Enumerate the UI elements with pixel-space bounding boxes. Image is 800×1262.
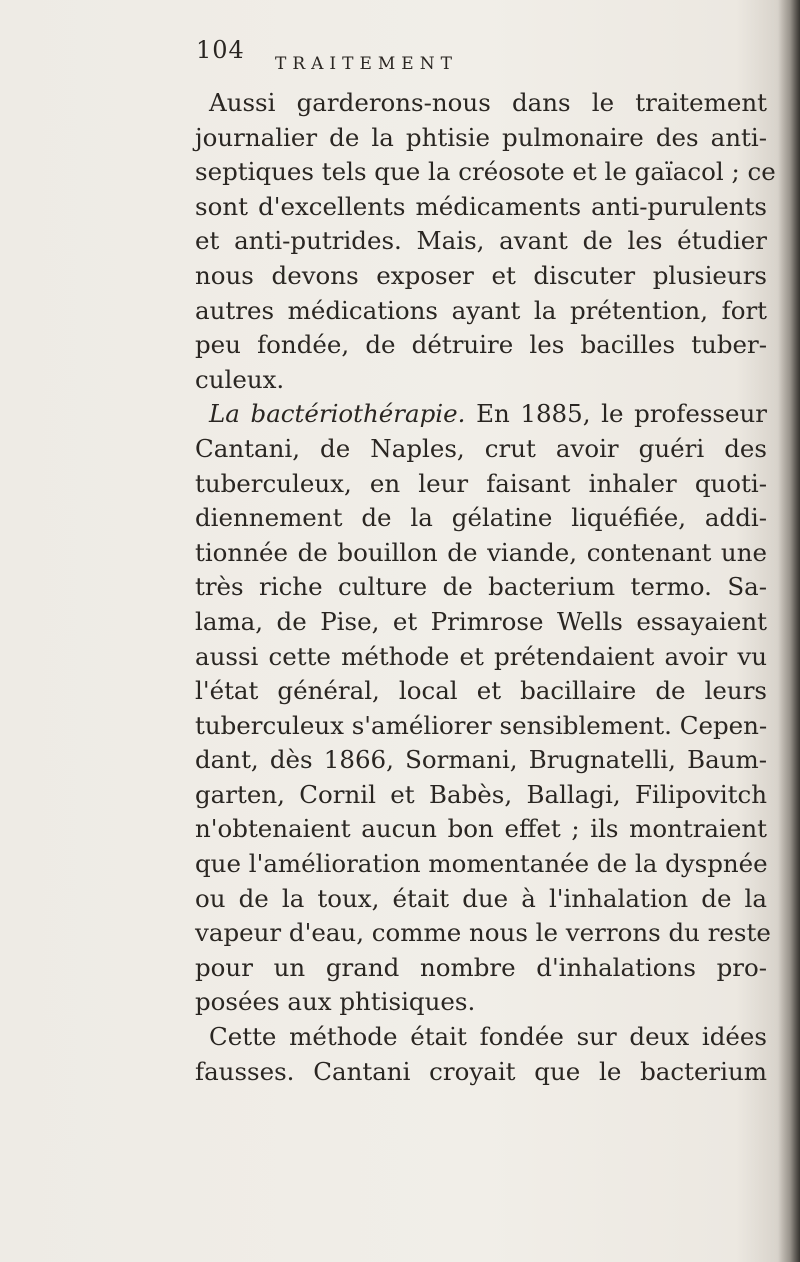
text-line: n'obtenaient aucun bon effet ; ils montraient [195, 814, 767, 844]
text-line: tuberculeux s'améliorer sensiblement. Cepen- [195, 710, 768, 740]
text-line: peu fondée, de détruire les bacilles tuber- [195, 330, 767, 360]
text-line: autres médications ayant la prétention, fort [195, 295, 767, 325]
text-line: diennement de la gélatine liquéfiée, addi- [195, 503, 767, 533]
text-line: et anti-putrides. Mais, avant de les étudier [195, 226, 767, 256]
text-line: culeux. [195, 364, 285, 394]
running-head: TRAITEMENT [275, 54, 458, 74]
text-line: que l'amélioration momentanée de la dyspnée [195, 849, 768, 879]
text-line: journalier de la phtisie pulmonaire des anti- [195, 122, 767, 152]
page-number: 104 [196, 36, 245, 64]
section-heading: La bactériothérapie. [209, 399, 466, 429]
text-line: fausses. Cantani croyait que le bacterium [195, 1056, 767, 1086]
body-text [195, 86, 776, 1089]
section-paragraph-first-line [195, 397, 767, 432]
text-line: Aussi garderons-nous dans le traitement [209, 88, 767, 117]
page-edge-shadow [778, 0, 800, 1262]
text-line: posées aux phtisiques. [195, 987, 476, 1017]
text-line: lama, de Pise, et Primrose Wells essayaient [195, 606, 767, 636]
text-line: nous devons exposer et discuter plusieurs [195, 260, 767, 290]
text-line: très riche culture de bacterium termo. Sa- [195, 572, 767, 602]
text-line-rest: En 1885, le professeur [476, 399, 767, 429]
text-line: vapeur d'eau, comme nous le verrons du reste [195, 918, 771, 948]
text-line: Cette méthode était fondée sur deux idées [209, 1022, 767, 1052]
text-line: sont d'excellents médicaments anti-purulents [195, 191, 767, 221]
text-line: tionnée de bouillon de viande, contenant une [195, 537, 767, 567]
text-line: l'état général, local et bacillaire de leurs [195, 676, 767, 706]
text-line: septiques tels que la créosote et le gaïacol ; ce [195, 157, 776, 187]
text-line: garten, Cornil et Babès, Ballagi, Filipovitch [195, 779, 767, 809]
text-line: Cantani, de Naples, crut avoir guéri des [195, 433, 767, 463]
text-line: aussi cette méthode et prétendaient avoir vu [195, 641, 767, 671]
text-line: pour un grand nombre d'inhalations pro- [195, 952, 767, 982]
text-line: dant, dès 1866, Sormani, Brugnatelli, Baum- [195, 745, 767, 775]
text-line: ou de la toux, était due à l'inhalation de la [195, 883, 767, 913]
text-line: tuberculeux, en leur faisant inhaler quoti- [195, 468, 767, 498]
